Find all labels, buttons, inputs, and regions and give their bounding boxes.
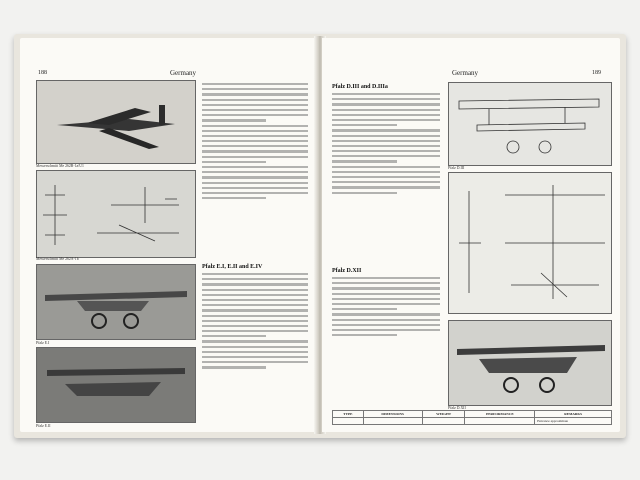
left-heading-pfalz-e: Pfalz E.I, E.II and E.IV (202, 264, 263, 270)
table-remark: Entrance approximate (535, 418, 612, 425)
drawing-pfalz-d3-side (448, 82, 612, 166)
right-page-title: Germany (452, 69, 479, 77)
table-header-dimensions: DIMENSIONS (363, 411, 422, 418)
left-col-text-bottom (202, 270, 308, 424)
right-page-number: 189 (592, 70, 601, 76)
caption-me262-a: Messerschmitt Me 262B-1a/U1 (36, 164, 84, 168)
right-page (322, 38, 620, 432)
right-heading-d12: Pfalz D.XII (332, 268, 362, 274)
spec-table (332, 410, 612, 430)
left-col-text-top (202, 80, 308, 256)
table-header-performance: PERFORMANCE (465, 411, 535, 418)
table-header-type: TYPE (333, 411, 364, 418)
left-page-number: 188 (38, 70, 47, 76)
open-book (14, 34, 626, 438)
photo-me262-a (36, 80, 196, 164)
right-heading-d3: Pfalz D.III and D.IIIa (332, 84, 388, 90)
right-col-text-bottom (332, 274, 440, 406)
left-page (20, 38, 318, 432)
caption-pfalz-d12: Pfalz D.XII (448, 406, 466, 410)
caption-pfalz-e1: Pfalz E.I (36, 341, 50, 345)
right-col-text-top (332, 90, 440, 260)
photo-pfalz-e1 (36, 264, 196, 340)
drawing-me262 (36, 170, 196, 258)
photo-pfalz-d12 (448, 320, 612, 406)
left-page-title: Germany (170, 69, 197, 77)
caption-pfalz-e2: Pfalz E.II (36, 424, 51, 428)
photo-pfalz-e2 (36, 347, 196, 423)
caption-pfalz-d3: Pfalz D.III (448, 166, 465, 170)
drawing-pfalz-d3-plan (448, 172, 612, 314)
table-header-weight: WEIGHT (422, 411, 465, 418)
caption-me262-b: Messerschmitt Me 262A-1b (36, 257, 79, 261)
table-header-remarks: REMARKS (535, 411, 612, 418)
